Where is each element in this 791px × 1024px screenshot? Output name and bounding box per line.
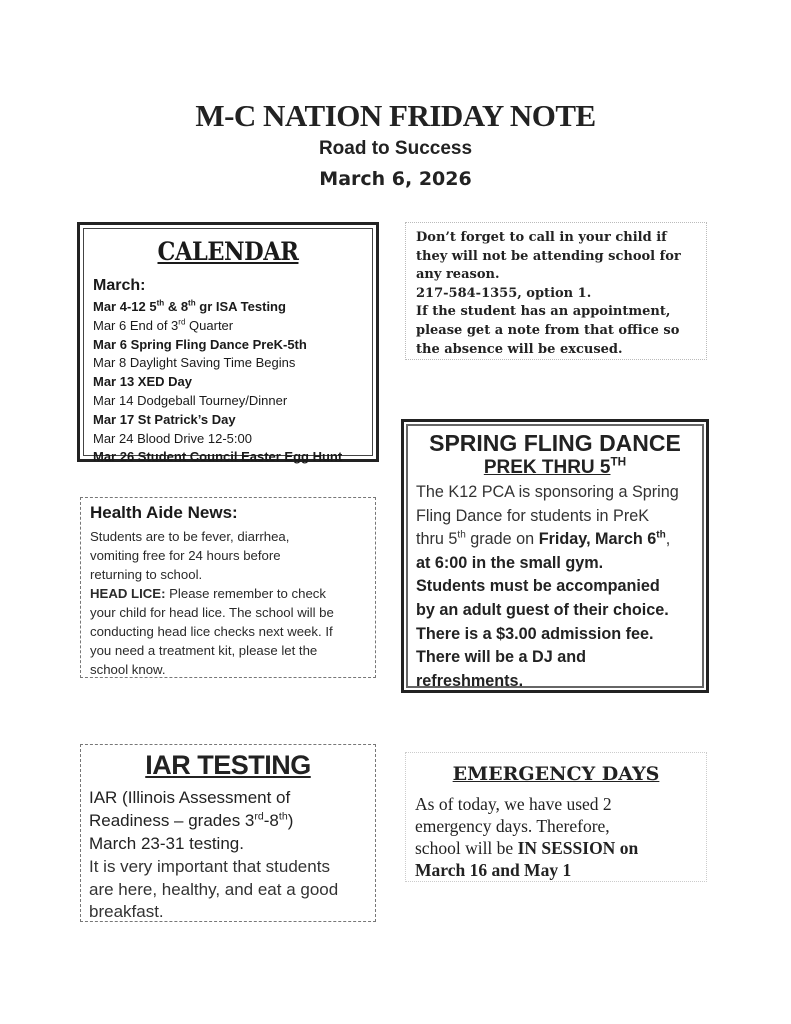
spring-fling-subtitle: PREK THRU 5TH	[483, 455, 627, 478]
health-line: you need a treatment kit, please let the	[90, 643, 318, 658]
spring-fling-body	[416, 481, 679, 693]
page-date: March 6, 2026	[319, 168, 472, 190]
fling-line: at 6:00 in the small gym.	[416, 553, 604, 572]
spring-fling-title: SPRING FLING DANCE	[429, 430, 681, 456]
emergency-line: March 16 and May 1	[415, 860, 572, 880]
health-line: school know.	[90, 662, 166, 677]
fling-line: The K12 PCA is sponsoring a Spring	[416, 483, 679, 501]
call-in-line: If the student has an appointment,	[416, 304, 671, 320]
calendar-event: Mar 24 Blood Drive 12-5:00	[93, 430, 252, 446]
call-in-line: Don’t forget to call in your child if	[416, 230, 667, 245]
iar-body-line: breakfast.	[89, 902, 164, 921]
emergency-line: school will be IN SESSION on	[415, 838, 639, 858]
calendar-event: Mar 6 Spring Fling Dance PreK-5th	[93, 336, 307, 352]
health-aide-box	[80, 497, 376, 678]
iar-title: IAR TESTING	[145, 750, 311, 780]
call-in-note	[405, 222, 707, 360]
iar-body-line: are here, healthy, and eat a good	[89, 879, 339, 899]
fling-line: by an adult guest of their choice.	[416, 600, 669, 619]
emergency-line: As of today, we have used 2	[415, 794, 612, 814]
iar-body	[89, 856, 338, 924]
calendar-inner-border	[83, 228, 373, 465]
iar-testing-box	[80, 744, 376, 922]
call-in-line: please get a note from that office so	[416, 322, 680, 338]
page-title: M-C NATION FRIDAY NOTE	[195, 98, 596, 133]
call-in-line: they will not be attending school for	[416, 248, 681, 264]
calendar-event: Mar 17 St Patrick’s Day	[93, 411, 236, 427]
calendar-event-list	[93, 298, 342, 467]
fling-line: thru 5th grade on Friday, March 6th,	[416, 529, 671, 549]
iar-body-line: It is very important that students	[89, 857, 330, 876]
emergency-title: EMERGENCY DAYS	[452, 763, 660, 785]
head-lice-label: HEAD LICE:	[90, 586, 166, 601]
call-in-line: the absence will be excused.	[416, 341, 623, 357]
iar-lead	[89, 786, 293, 855]
fling-line: There will be a DJ and	[416, 648, 587, 667]
emergency-line: emergency days. Therefore,	[415, 816, 610, 836]
calendar-month: March:	[93, 277, 146, 294]
emergency-body	[415, 793, 638, 881]
iar-line: March 23-31 testing.	[89, 834, 244, 853]
health-line: vomiting free for 24 hours before	[90, 548, 281, 563]
health-line: Students are to be fever, diarrhea,	[90, 529, 290, 544]
health-aide-title: Health Aide News:	[90, 503, 238, 522]
page-subtitle: Road to Success	[318, 138, 473, 159]
calendar-event: Mar 13 XED Day	[93, 374, 192, 390]
emergency-days-box	[405, 752, 707, 882]
calendar-heading: CALENDAR	[157, 237, 299, 266]
call-in-phone: 217-584-1355, option 1.	[416, 285, 592, 301]
fling-line: Students must be accompanied	[416, 577, 660, 596]
calendar-event: Mar 14 Dodgeball Tourney/Dinner	[93, 392, 288, 408]
fling-line: refreshments.	[416, 671, 524, 690]
spring-fling-box	[401, 419, 709, 693]
health-line: returning to school.	[90, 567, 203, 582]
head-lice-line: HEAD LICE: Please remember to check	[90, 586, 326, 601]
calendar-box	[77, 222, 379, 465]
health-aide-body	[90, 527, 375, 679]
calendar-event: Mar 8 Daylight Saving Time Begins	[93, 355, 296, 371]
calendar-event: Mar 4-12 5th & 8th gr ISA Testing	[93, 298, 286, 314]
calendar-event: Mar 6 End of 3rd Quarter	[93, 317, 234, 333]
health-line: your child for head lice. The school will be	[90, 605, 334, 620]
calendar-event: Mar 26 Student Council Easter Egg Hunt	[93, 449, 343, 465]
fling-line: Fling Dance for students in PreK	[416, 506, 650, 525]
fling-line: There is a $3.00 admission fee.	[416, 624, 654, 643]
iar-line: IAR (Illinois Assessment of	[89, 788, 291, 807]
call-in-line: any reason.	[416, 267, 500, 283]
iar-line: Readiness – grades 3rd-8th)	[89, 810, 294, 830]
health-line: conducting head lice checks next week. If	[90, 624, 333, 639]
